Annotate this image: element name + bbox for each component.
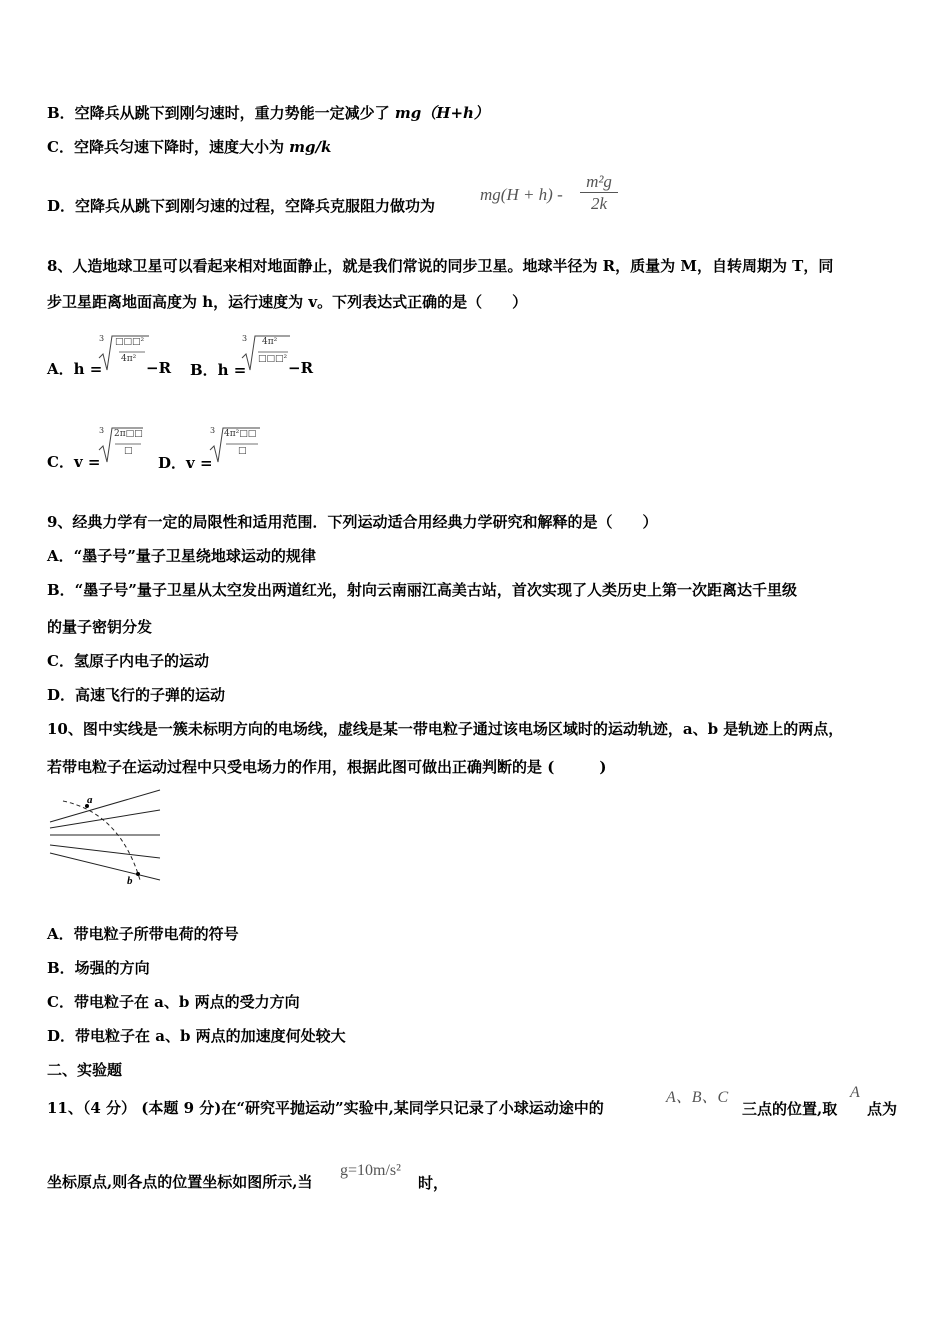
- q8-option-a-label: A．h =: [47, 360, 103, 378]
- q10-option-a: A．带电粒子所带电荷的符号: [47, 925, 239, 943]
- q10-stem-line2: 若带电粒子在运动过程中只受电场力的作用，根据此图可做出正确判断的是 ( ): [47, 758, 607, 776]
- q11-point-a: A: [850, 1084, 860, 1101]
- q7-option-c-expr: mg/k: [289, 138, 332, 156]
- q8-stem-line1: 8、人造地球卫星可以看起来相对地面静止，就是我们常说的同步卫星。地球半径为 R，质量为 M，自转周期为 T，同: [47, 257, 834, 275]
- q7-option-c-text: C．空降兵匀速下降时，速度大小为: [47, 138, 290, 156]
- q7-option-d-fraction: [580, 172, 618, 215]
- q9-option-d: D．高速飞行的子弹的运动: [47, 686, 226, 704]
- q9-option-c: C．氢原子内电子的运动: [47, 652, 209, 670]
- q11-line2b: 时，: [418, 1174, 449, 1192]
- q7-option-d: [47, 196, 435, 216]
- q9-option-b-cont: 的量子密钥分发: [47, 618, 153, 636]
- q8-a-suffix: −R: [146, 359, 172, 377]
- electric-field-diagram: [45, 785, 170, 895]
- q10-option-d: D．带电粒子在 a、b 两点的加速度何处较大: [47, 1027, 346, 1045]
- q8-b-num: 4π²: [262, 337, 278, 347]
- q7-option-c: [47, 137, 331, 157]
- q11-line2a: 坐标原点,则各点的位置坐标如图所示,当: [47, 1173, 313, 1191]
- q8-option-a-radical: [97, 332, 149, 372]
- q8-option-c-label: C．v =: [47, 453, 101, 471]
- q9-option-a: A．“墨子号”量子卫星绕地球运动的规律: [47, 547, 316, 565]
- q8-a-den: 4π²: [121, 354, 137, 364]
- q7-option-d-text: D．空降兵从跳下到刚匀速的过程，空降兵克服阻力做功为: [47, 197, 436, 215]
- q8-d-den: □: [238, 446, 247, 456]
- q7-option-b-expr: mg（H+h）: [394, 104, 489, 122]
- field-line: [50, 810, 160, 828]
- q8-b-suffix: −R: [288, 359, 314, 377]
- field-line: [50, 790, 160, 822]
- q8-b-den: □□□²: [258, 354, 288, 364]
- q11-part2: 三点的位置,取: [742, 1100, 838, 1118]
- q11-points: A、B、C: [666, 1089, 729, 1106]
- q8-d-num: 4π²□□: [224, 429, 257, 439]
- q7-option-d-expr: mg(H + h) -: [480, 185, 563, 204]
- section-heading: 二、实验题: [47, 1061, 123, 1079]
- q8-a-index: 3: [99, 334, 105, 343]
- trajectory-path: [63, 801, 140, 880]
- label-b: b: [127, 875, 133, 887]
- q8-b-index: 3: [242, 334, 248, 343]
- q10-option-b: B．场强的方向: [47, 959, 150, 977]
- q8-option-b-label: B．h =: [190, 361, 247, 379]
- q8-option-d-label: D．v =: [158, 454, 213, 472]
- q8-option-c-radical: [97, 424, 147, 464]
- q8-c-num: 2π□□: [114, 429, 143, 439]
- q11-g-value: g=10m/s²: [340, 1162, 401, 1179]
- label-a: a: [87, 794, 93, 806]
- q10-figure: [45, 785, 170, 899]
- q9-option-b: B．“墨子号”量子卫星从太空发出两道红光，射向云南丽江高美古站，首次实现了人类历史上第一次距离达千里级: [47, 581, 797, 599]
- field-line: [50, 853, 160, 880]
- q7-d-frac-num: m²g: [580, 172, 618, 193]
- q8-d-index: 3: [210, 426, 216, 435]
- q7-option-b-text: B．空降兵从跳下到刚匀速时，重力势能一定减少了: [47, 104, 395, 122]
- point-b: [136, 872, 140, 876]
- q8-option-b-radical: [240, 332, 292, 372]
- q8-c-den: □: [124, 446, 133, 456]
- q8-c-index: 3: [99, 426, 105, 435]
- q7-d-frac-den: 2k: [590, 194, 608, 213]
- q8-stem-line2: 步卫星距离地面高度为 h，运行速度为 v。下列表达式正确的是（ ）: [47, 293, 528, 311]
- q8-a-num: □□□²: [115, 337, 145, 347]
- q10-stem-line1: 10、图中实线是一簇未标明方向的电场线，虚线是某一带电粒子通过该电场区域时的运动轨迹，a、b 是轨迹上的两点，: [47, 720, 844, 738]
- q8-option-d-radical: [208, 424, 262, 464]
- field-line: [50, 845, 160, 858]
- q11-part1: 11、（4 分） (本题 9 分)在“研究平抛运动”实验中,某同学只记录了小球运动途中的: [47, 1099, 604, 1117]
- q7-option-b: [47, 103, 489, 123]
- q9-stem: 9、经典力学有一定的局限性和适用范围．下列运动适合用经典力学研究和解释的是（ ）: [47, 513, 658, 531]
- q10-option-c: C．带电粒子在 a、b 两点的受力方向: [47, 993, 300, 1011]
- q11-part3: 点为: [867, 1100, 898, 1118]
